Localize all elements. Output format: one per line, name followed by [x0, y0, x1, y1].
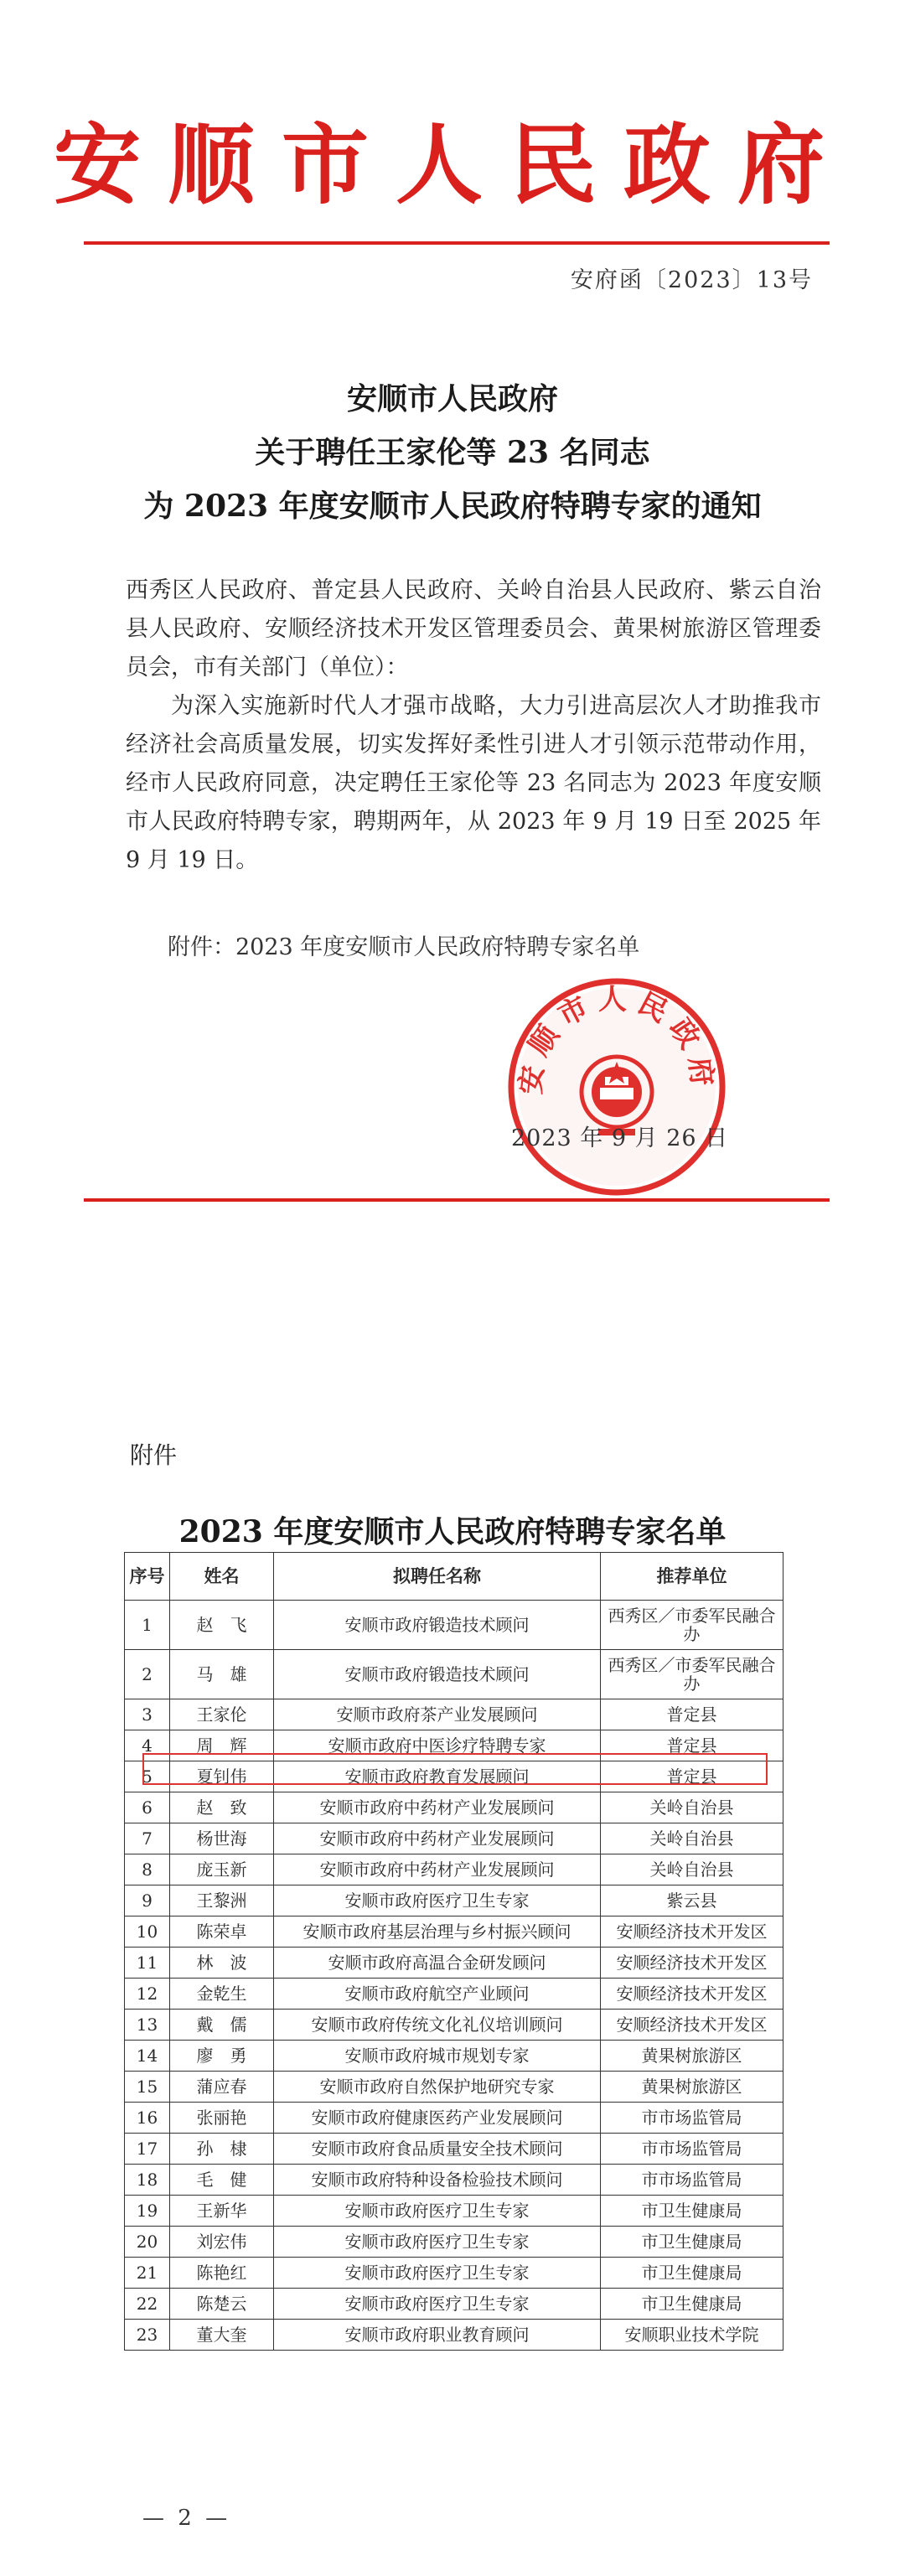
- row-name: 夏钊伟: [170, 1761, 274, 1792]
- row-highlight-box: [142, 1753, 768, 1785]
- row-name: 赵 飞: [170, 1601, 274, 1650]
- issue-date: 2023 年 9 月 26 日: [511, 1125, 729, 1151]
- row-no: 2: [125, 1650, 170, 1699]
- table-row: [125, 2041, 783, 2072]
- row-name: 王黎洲: [170, 1885, 274, 1916]
- row-title: 安顺市政府职业教育顾问: [274, 2320, 601, 2351]
- table-row: [125, 1979, 783, 2010]
- row-no: 9: [125, 1885, 170, 1916]
- row-no: 14: [125, 2041, 170, 2072]
- notice-body: 为深入实施新时代人才强市战略，大力引进高层次人才助推我市经济社会高质量发展，切实发挥好柔性引进人才引领示范带动作用，经市人民政府同意，决定聘任王家伦等 23 名同志为 2023 年度安顺市人民政府特聘专家，聘期两年，从 2023 年 9 月 19 日至 2025 年 9 月 19 日。: [126, 693, 821, 873]
- row-no: 10: [125, 1916, 170, 1948]
- column-header-name: 姓名: [170, 1553, 274, 1601]
- row-unit: 市市场监管局: [601, 2165, 783, 2196]
- row-no: 4: [125, 1730, 170, 1761]
- row-no: 3: [125, 1699, 170, 1730]
- row-no: 7: [125, 1823, 170, 1854]
- row-unit: 市卫生健康局: [601, 2196, 783, 2227]
- row-title: 安顺市政府传统文化礼仪培训顾问: [274, 2010, 601, 2041]
- row-no: 13: [125, 2010, 170, 2041]
- notice-title-line-2: 关于聘任王家伦等 23 名同志: [255, 435, 650, 470]
- table-row: [125, 1854, 783, 1885]
- page-number: — 2 —: [142, 2506, 231, 2531]
- row-title: 安顺市政府医疗卫生专家: [274, 2289, 601, 2320]
- row-name: 刘宏伟: [170, 2227, 274, 2258]
- table-row: [125, 2165, 783, 2196]
- header-red-rule: [84, 241, 830, 245]
- row-title: 安顺市政府航空产业顾问: [274, 1979, 601, 2010]
- table-row: [125, 2196, 783, 2227]
- row-unit: 市卫生健康局: [601, 2258, 783, 2289]
- row-unit: 紫云县: [601, 1885, 783, 1916]
- row-no: 1: [125, 1601, 170, 1650]
- row-name: 蒲应春: [170, 2072, 274, 2103]
- table-row: [125, 1885, 783, 1916]
- row-name: 金乾生: [170, 1979, 274, 2010]
- row-title: 安顺市政府食品质量安全技术顾问: [274, 2134, 601, 2165]
- row-unit: 安顺经济技术开发区: [601, 1979, 783, 2010]
- row-title: 安顺市政府中药材产业发展顾问: [274, 1823, 601, 1854]
- row-name: 陈楚云: [170, 2289, 274, 2320]
- row-no: 20: [125, 2227, 170, 2258]
- row-name: 陈荣卓: [170, 1916, 274, 1948]
- row-title: 安顺市政府医疗卫生专家: [274, 2258, 601, 2289]
- row-title: 安顺市政府特种设备检验技术顾问: [274, 2165, 601, 2196]
- row-no: 17: [125, 2134, 170, 2165]
- table-row: [125, 1650, 783, 1699]
- appendix-label: 附件: [130, 1441, 178, 1469]
- row-unit: 黄果树旅游区: [601, 2072, 783, 2103]
- official-seal: [504, 975, 729, 1199]
- row-unit: 安顺职业技术学院: [601, 2320, 783, 2351]
- expert-roster-table: [124, 1552, 783, 2351]
- row-title: 安顺市政府茶产业发展顾问: [274, 1699, 601, 1730]
- table-row: [125, 2103, 783, 2134]
- row-title: 安顺市政府医疗卫生专家: [274, 2227, 601, 2258]
- column-header-no: 序号: [125, 1553, 170, 1601]
- row-unit: 市市场监管局: [601, 2134, 783, 2165]
- row-name: 孙 棣: [170, 2134, 274, 2165]
- table-row: [125, 1601, 783, 1650]
- row-name: 王家伦: [170, 1699, 274, 1730]
- row-title: 安顺市政府中药材产业发展顾问: [274, 1854, 601, 1885]
- row-name: 庞玉新: [170, 1854, 274, 1885]
- row-no: 23: [125, 2320, 170, 2351]
- row-no: 16: [125, 2103, 170, 2134]
- table-row: [125, 1916, 783, 1948]
- row-title: 安顺市政府锻造技术顾问: [274, 1601, 601, 1650]
- row-no: 8: [125, 1854, 170, 1885]
- row-name: 廖 勇: [170, 2041, 274, 2072]
- row-name: 戴 儒: [170, 2010, 274, 2041]
- row-title: 安顺市政府医疗卫生专家: [274, 2196, 601, 2227]
- column-header-title: 拟聘任名称: [274, 1553, 601, 1601]
- row-title: 安顺市政府自然保护地研究专家: [274, 2072, 601, 2103]
- seal-text: 安顺市人民政府: [514, 983, 720, 1096]
- row-title: 安顺市政府基层治理与乡村振兴顾问: [274, 1916, 601, 1948]
- row-unit: 安顺经济技术开发区: [601, 2010, 783, 2041]
- row-unit: 黄果树旅游区: [601, 2041, 783, 2072]
- row-no: 12: [125, 1979, 170, 2010]
- row-name: 张丽艳: [170, 2103, 274, 2134]
- row-unit: 西秀区／市委军民融合办: [601, 1601, 783, 1650]
- row-title: 安顺市政府教育发展顾问: [274, 1761, 601, 1792]
- row-no: 6: [125, 1792, 170, 1823]
- notice-title-line-1: 安顺市人民政府: [346, 381, 558, 416]
- table-row: [125, 1699, 783, 1730]
- row-name: 毛 健: [170, 2165, 274, 2196]
- row-title: 安顺市政府中药材产业发展顾问: [274, 1792, 601, 1823]
- row-no: 21: [125, 2258, 170, 2289]
- row-title: 安顺市政府高温合金研发顾问: [274, 1948, 601, 1979]
- attachment-line: 附件：2023 年度安顺市人民政府特聘专家名单: [168, 934, 640, 960]
- appendix-title: 2023 年度安顺市人民政府特聘专家名单: [178, 1514, 727, 1549]
- row-no: 5: [125, 1761, 170, 1792]
- row-title: 安顺市政府锻造技术顾问: [274, 1650, 601, 1699]
- row-name: 周 辉: [170, 1730, 274, 1761]
- table-header-row: [125, 1553, 783, 1601]
- row-no: 22: [125, 2289, 170, 2320]
- table-row: [125, 2227, 783, 2258]
- column-header-unit: 推荐单位: [601, 1553, 783, 1601]
- row-unit: 普定县: [601, 1699, 783, 1730]
- row-unit: 普定县: [601, 1730, 783, 1761]
- table-row: [125, 2010, 783, 2041]
- row-title: 安顺市政府中医诊疗特聘专家: [274, 1730, 601, 1761]
- table-row: [125, 1792, 783, 1823]
- table-row: [125, 2320, 783, 2351]
- notice-recipients: 西秀区人民政府、普定县人民政府、关岭自治县人民政府、紫云自治县人民政府、安顺经济技术开发区管理委员会、黄果树旅游区管理委员会，市有关部门（单位）：: [126, 577, 821, 680]
- row-name: 王新华: [170, 2196, 274, 2227]
- row-unit: 西秀区／市委军民融合办: [601, 1650, 783, 1699]
- row-name: 杨世海: [170, 1823, 274, 1854]
- footer-red-rule: [84, 1198, 830, 1202]
- row-no: 11: [125, 1948, 170, 1979]
- row-unit: 市卫生健康局: [601, 2227, 783, 2258]
- table-row: [125, 2072, 783, 2103]
- row-no: 15: [125, 2072, 170, 2103]
- row-name: 马 雄: [170, 1650, 274, 1699]
- table-row: [125, 1948, 783, 1979]
- row-unit: 关岭自治县: [601, 1854, 783, 1885]
- row-name: 林 波: [170, 1948, 274, 1979]
- row-unit: 安顺经济技术开发区: [601, 1916, 783, 1948]
- row-no: 18: [125, 2165, 170, 2196]
- row-unit: 市卫生健康局: [601, 2289, 783, 2320]
- notice-title-line-3: 为 2023 年度安顺市人民政府特聘专家的通知: [143, 489, 762, 524]
- row-name: 陈艳红: [170, 2258, 274, 2289]
- row-name: 董大奎: [170, 2320, 274, 2351]
- table-row: [125, 2258, 783, 2289]
- row-unit: 市市场监管局: [601, 2103, 783, 2134]
- header-org-title: 安顺市人民政府: [53, 113, 851, 216]
- row-unit: 安顺经济技术开发区: [601, 1948, 783, 1979]
- row-title: 安顺市政府医疗卫生专家: [274, 1885, 601, 1916]
- row-no: 19: [125, 2196, 170, 2227]
- row-title: 安顺市政府城市规划专家: [274, 2041, 601, 2072]
- document-number: 安府函〔2023〕13号: [570, 267, 813, 293]
- row-unit: 关岭自治县: [601, 1792, 783, 1823]
- table-row: [125, 2134, 783, 2165]
- row-unit: 普定县: [601, 1761, 783, 1792]
- table-row: [125, 2289, 783, 2320]
- row-unit: 关岭自治县: [601, 1823, 783, 1854]
- row-title: 安顺市政府健康医药产业发展顾问: [274, 2103, 601, 2134]
- table-row: [125, 1823, 783, 1854]
- row-name: 赵 致: [170, 1792, 274, 1823]
